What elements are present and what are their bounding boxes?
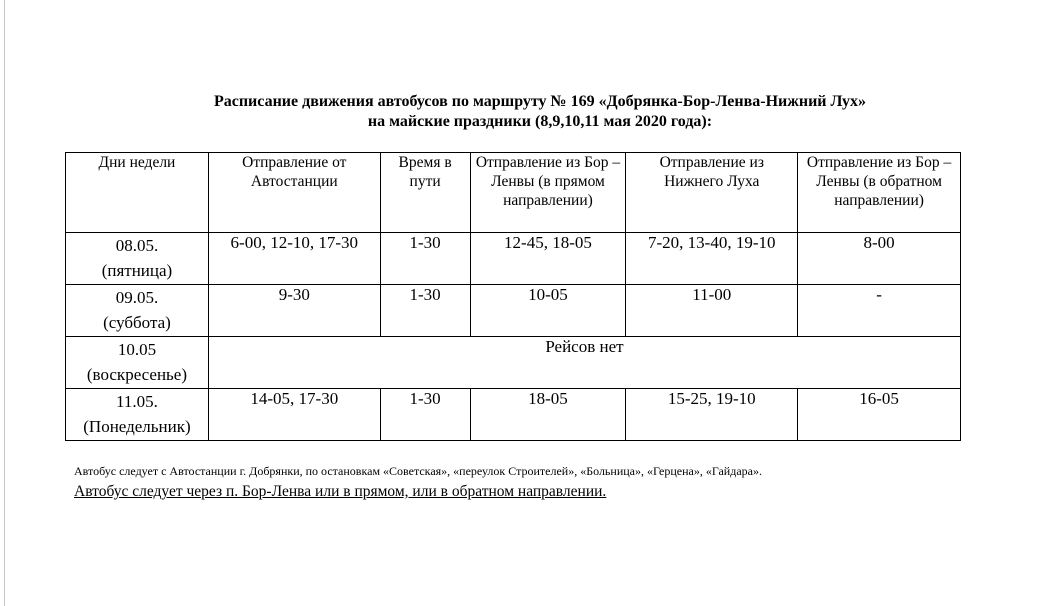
- station-cell: 6-00, 12-10, 17-30: [208, 233, 380, 285]
- stops-note: Автобус следует с Автостанции г. Добрянки, по остановкам «Советская», «переулок Строителей», «Больница», «Герцена», «Гайдара».: [74, 464, 762, 478]
- day-date: 11.05.: [116, 392, 158, 411]
- route-note: Автобус следует через п. Бор-Ленва или в прямом, или в обратном направлении.: [74, 483, 607, 500]
- day-date: 10.05: [117, 340, 157, 359]
- day-cell: [66, 233, 209, 285]
- header-travel-time: Время в пути: [380, 153, 470, 233]
- page-edge: [4, 0, 5, 606]
- day-cell: [66, 337, 209, 389]
- header-departure-bor-reverse: Отправление из Бор – Ленвы (в обратном направлении): [798, 153, 961, 233]
- document-title: [0, 92, 1058, 132]
- title-line-1: Расписание движения автобусов по маршруту № 169 «Добрянка-Бор-Ленва-Нижний Лух»: [213, 93, 867, 110]
- day-cell: [66, 389, 209, 441]
- lukh-cell: 7-20, 13-40, 19-10: [626, 233, 798, 285]
- bor-forward-cell: 10-05: [470, 285, 626, 337]
- schedule-table: [65, 152, 961, 441]
- header-departure-station: Отправление от Автостанции: [208, 153, 380, 233]
- bor-forward-cell: 18-05: [470, 389, 626, 441]
- bor-forward-cell: 12-45, 18-05: [470, 233, 626, 285]
- day-weekday: (пятница): [101, 261, 173, 280]
- day-weekday: (Понедельник): [83, 417, 191, 436]
- day-date: 08.05.: [115, 236, 159, 255]
- travel-cell: 1-30: [380, 389, 470, 441]
- bor-reverse-cell: 8-00: [798, 233, 961, 285]
- bor-reverse-cell: 16-05: [798, 389, 961, 441]
- table-row: [66, 337, 961, 389]
- header-departure-lukh: Отправление из Нижнего Луха: [626, 153, 798, 233]
- header-departure-bor-forward: Отправление из Бор – Ленвы (в прямом направлении): [470, 153, 626, 233]
- day-weekday: (воскресенье): [86, 365, 188, 384]
- travel-cell: 1-30: [380, 233, 470, 285]
- station-cell: 9-30: [208, 285, 380, 337]
- lukh-cell: 15-25, 19-10: [626, 389, 798, 441]
- bor-reverse-cell: -: [798, 285, 961, 337]
- title-line-2: на майские праздники (8,9,10,11 мая 2020 года):: [367, 113, 713, 130]
- table-row: [66, 389, 961, 441]
- lukh-cell: 11-00: [626, 285, 798, 337]
- header-days: Дни недели: [66, 153, 209, 233]
- day-cell: [66, 285, 209, 337]
- station-cell: 14-05, 17-30: [208, 389, 380, 441]
- table-row: [66, 285, 961, 337]
- table-header-row: [66, 153, 961, 233]
- no-runs-cell: Рейсов нет: [208, 337, 960, 389]
- day-date: 09.05.: [115, 288, 159, 307]
- travel-cell: 1-30: [380, 285, 470, 337]
- table-row: [66, 233, 961, 285]
- day-weekday: (суббота): [103, 313, 171, 332]
